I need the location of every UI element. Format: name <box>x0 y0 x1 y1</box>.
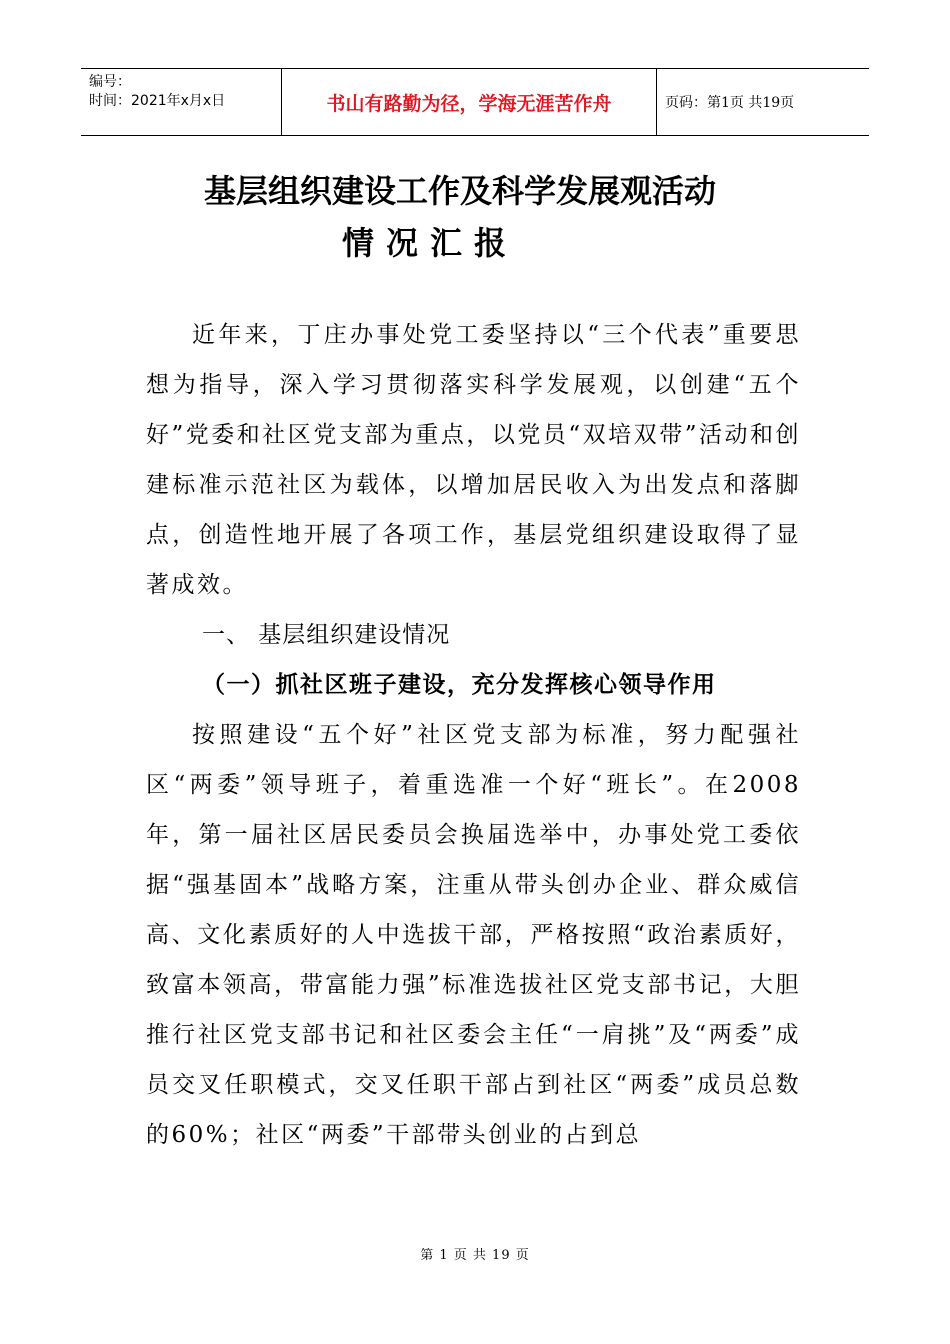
document-title-line2: 情况汇报 <box>341 224 518 262</box>
intro-paragraph <box>146 310 801 610</box>
number-label: 编号： <box>89 74 131 90</box>
subsection-heading: （一）抓社区班子建设，充分发挥核心领导作用 <box>202 672 717 698</box>
section-heading: 一、 基层组织建设情况 <box>202 622 451 648</box>
document-title-line1: 基层组织建设工作及科学发展观活动 <box>203 172 716 210</box>
header-motto: 书山有路勤为径，学海无涯苦作舟 <box>281 69 657 135</box>
header-page-info: 页码：第1页 共19页 <box>665 95 795 111</box>
document-header <box>81 68 869 136</box>
header-meta <box>81 69 281 135</box>
body-paragraph <box>146 710 801 1160</box>
intro-text: 近年来，丁庄办事处党工委坚持以“三个代表”重要思想为指导，深入学习贯彻落实科学发展观，以创建“五个好”党委和社区党支部为重点，以党员“双培双带”活动和创建标准示范社区为载体，以增加居民收入为出发点和落脚点，创造性地开展了各项工作，基层党组织建设取得了显著成效。 <box>146 322 801 598</box>
body-text: 按照建设“五个好”社区党支部为标准，努力配强社区“两委”领导班子，着重选准一个好“班长”。在2008年，第一届社区居民委员会换届选举中，办事处党工委依据“强基固本”战略方案，注重从带头创办企业、群众威信高、文化素质好的人中选拔干部，严格按照“政治素质好，致富本领高，带富能力强”标准选拔社区党支部书记，大胆推行社区党支部书记和社区委会主任“一肩挑”及“两委”成员交叉任职模式，交叉任职干部占到社区“两委”成员总数的60%；社区“两委”干部带头创业的占到总 <box>146 722 801 1148</box>
time-label: 时间：2021年x月x日 <box>89 93 226 109</box>
page-footer: 第 1 页 共 19 页 <box>420 1248 530 1263</box>
